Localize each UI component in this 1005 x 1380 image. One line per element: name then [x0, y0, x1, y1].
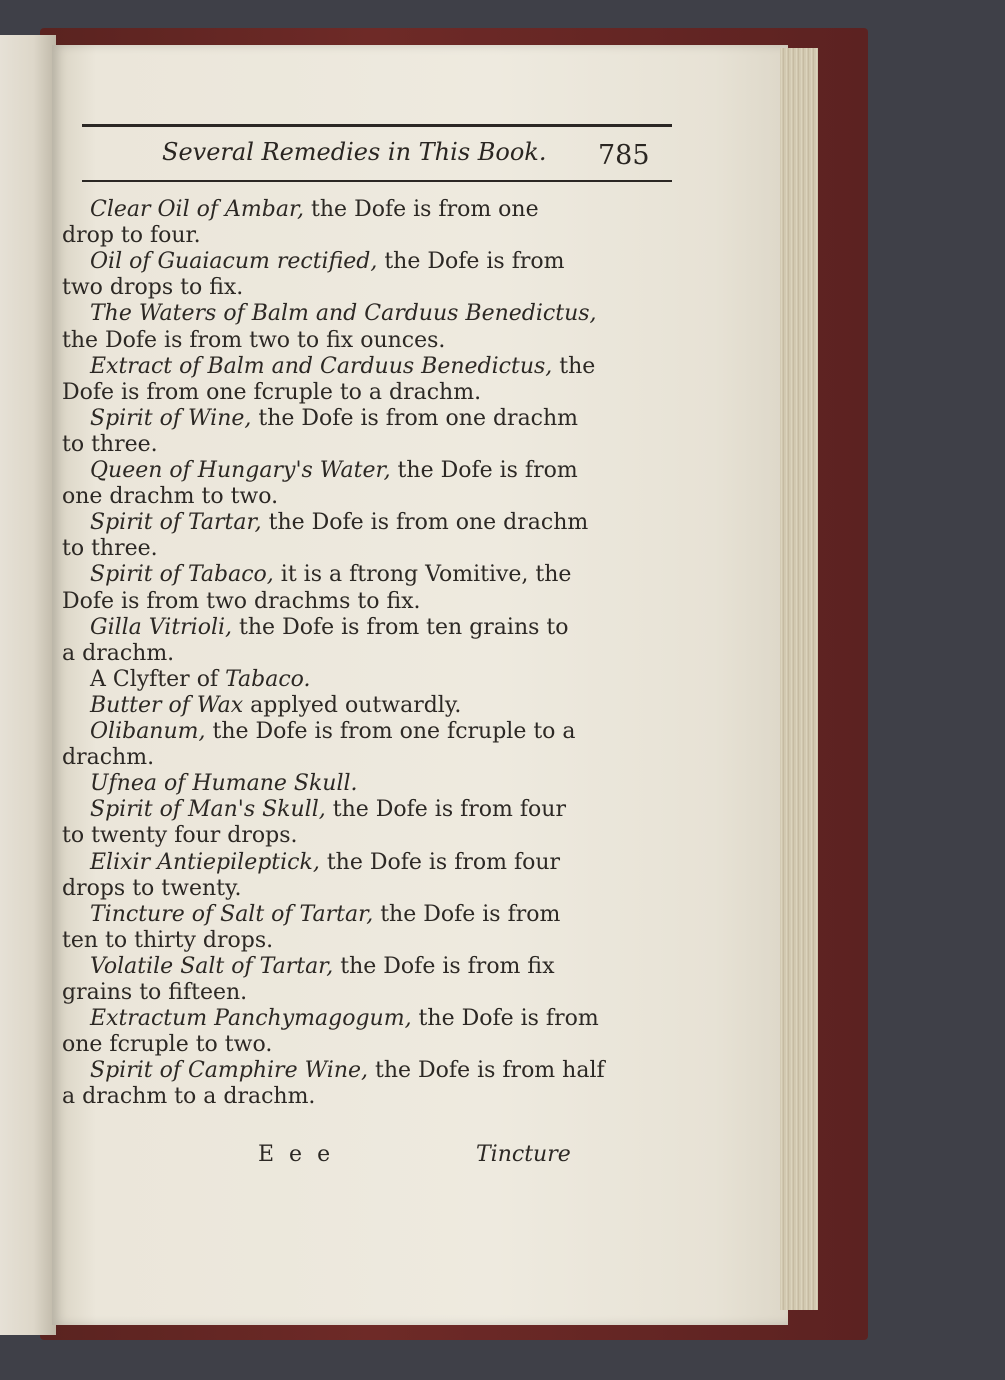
entry-first-line [90, 849, 560, 877]
entry-first-line [90, 718, 576, 746]
remedy-name: Tincture of Salt of Tartar, [90, 901, 374, 927]
entry-first-line [90, 561, 571, 589]
signature-mark: E e e [258, 1142, 335, 1167]
remedy-name: Spirit of Camphire Wine, [90, 1058, 369, 1084]
header-rule-top [82, 124, 672, 127]
remedy-name: Olibanum, [90, 719, 206, 744]
entry-continuation-line [62, 483, 278, 511]
catchword: Tincture [476, 1142, 571, 1167]
entry-first-line [90, 770, 358, 798]
entry-continuation-line [62, 1031, 272, 1059]
entry-continuation-line [62, 979, 247, 1007]
dose-text: drops to twenty. [62, 875, 242, 901]
entry-first-line [90, 353, 595, 381]
dose-text: the Dofe is from [373, 901, 561, 927]
dose-text: the Dofe is from four [319, 849, 561, 875]
dose-text: one fcruple to two. [62, 1032, 273, 1058]
entry-continuation-line [62, 875, 242, 903]
dose-text: a drachm. [62, 640, 175, 666]
running-head: Several Remedies in This Book. [162, 138, 547, 166]
entry-first-line [90, 614, 569, 642]
dose-text: grains to fifteen. [62, 980, 248, 1005]
dose-text: the Dofe is from one drachm [261, 510, 589, 536]
entry-first-line [90, 405, 578, 433]
dose-text: the Dofe is from four [325, 797, 566, 823]
remedy-name: The Waters of Balm and Carduus Benedictus, [90, 301, 597, 327]
page-edges [780, 48, 818, 1310]
dose-text: applyed outwardly. [243, 692, 462, 718]
dose-text: Dofe is from two drachms to fix. [62, 588, 421, 614]
entry-first-line [90, 300, 597, 328]
entry-first-line [90, 509, 588, 537]
entry-continuation-line [62, 274, 243, 302]
dose-text: to three. [62, 536, 158, 562]
remedy-name: Tabaco. [225, 666, 311, 692]
entry-continuation-line [62, 535, 158, 563]
header-rule-bottom [82, 180, 672, 182]
dose-text: the Dofe is from two to fix ounces. [62, 327, 446, 353]
dose-text: to three. [62, 431, 158, 457]
dose-text: the [552, 353, 596, 379]
dose-text: the Dofe is from one drachm [251, 405, 579, 431]
remedy-name: Gilla Vitrioli, [90, 614, 233, 640]
remedy-name: Ufnea of Humane Skull. [90, 771, 358, 797]
entry-continuation-line [62, 327, 445, 355]
dose-text: the Dofe is from [390, 458, 578, 483]
entry-continuation-line [62, 431, 158, 459]
remedy-name: Clear Oil of Ambar, [90, 197, 305, 222]
dose-text: a drachm to a drachm. [62, 1084, 316, 1110]
dose-text: one drachm to two. [62, 484, 279, 510]
dose-text: the Dofe is from [377, 249, 565, 275]
dose-text: ten to thirty drops. [62, 927, 274, 953]
entry-first-line [90, 692, 461, 720]
entry-first-line [90, 457, 578, 485]
entry-continuation-line [62, 379, 481, 407]
entry-first-line [90, 1057, 605, 1085]
remedy-name: Spirit of Tabaco, [90, 562, 274, 588]
entry-continuation-line [62, 222, 201, 250]
remedy-name: Elixir Antiepileptick, [90, 849, 320, 875]
dose-text: the Dofe is from [411, 1006, 599, 1032]
remedy-name: Oil of Guaiacum rectified, [90, 249, 378, 275]
remedy-name: Spirit of Wine, [90, 405, 252, 431]
dose-text: drop to four. [62, 223, 201, 249]
dose-text: A Clyfter of [90, 666, 226, 692]
entry-continuation-line [62, 822, 297, 850]
dose-text: the Dofe is from ten grains to [232, 614, 569, 640]
entry-first-line [90, 248, 564, 276]
remedy-name: Spirit of Man's Skull, [90, 797, 326, 823]
remedy-name: Extract of Balm and Carduus Benedictus, [90, 353, 553, 379]
dose-text: drachm. [62, 745, 155, 771]
entry-continuation-line [62, 588, 421, 616]
entry-first-line [90, 796, 566, 824]
entry-continuation-line [62, 927, 273, 955]
dose-text: Dofe is from one fcruple to a drachm. [62, 379, 482, 405]
entry-first-line [90, 196, 539, 224]
remedy-name: Volatile Salt of Tartar, [90, 953, 334, 979]
remedy-name: Queen of Hungary's Water, [90, 458, 391, 483]
remedy-name: Extractum Panchymagogum, [90, 1006, 412, 1032]
entry-continuation-line [62, 744, 154, 772]
remedy-name: Spirit of Tartar, [90, 510, 262, 536]
entry-first-line [90, 953, 555, 981]
entry-first-line [90, 901, 560, 929]
dose-text: the Dofe is from one [304, 197, 539, 222]
entry-first-line [90, 666, 311, 694]
dose-text: to twenty four drops. [62, 823, 298, 849]
remedy-name: Butter of Wax [90, 692, 244, 718]
entry-continuation-line [62, 640, 174, 668]
page-number: 785 [598, 140, 650, 171]
dose-text: two drops to fix. [62, 275, 244, 301]
entry-first-line [90, 1005, 599, 1033]
entry-continuation-line [62, 1083, 315, 1111]
dose-text: the Dofe is from one fcruple to a [205, 719, 576, 744]
facing-page-edge [0, 35, 56, 1335]
dose-text: it is a ftrong Vomitive, the [273, 562, 572, 588]
dose-text: the Dofe is from half [368, 1058, 605, 1084]
dose-text: the Dofe is from fix [333, 953, 555, 979]
